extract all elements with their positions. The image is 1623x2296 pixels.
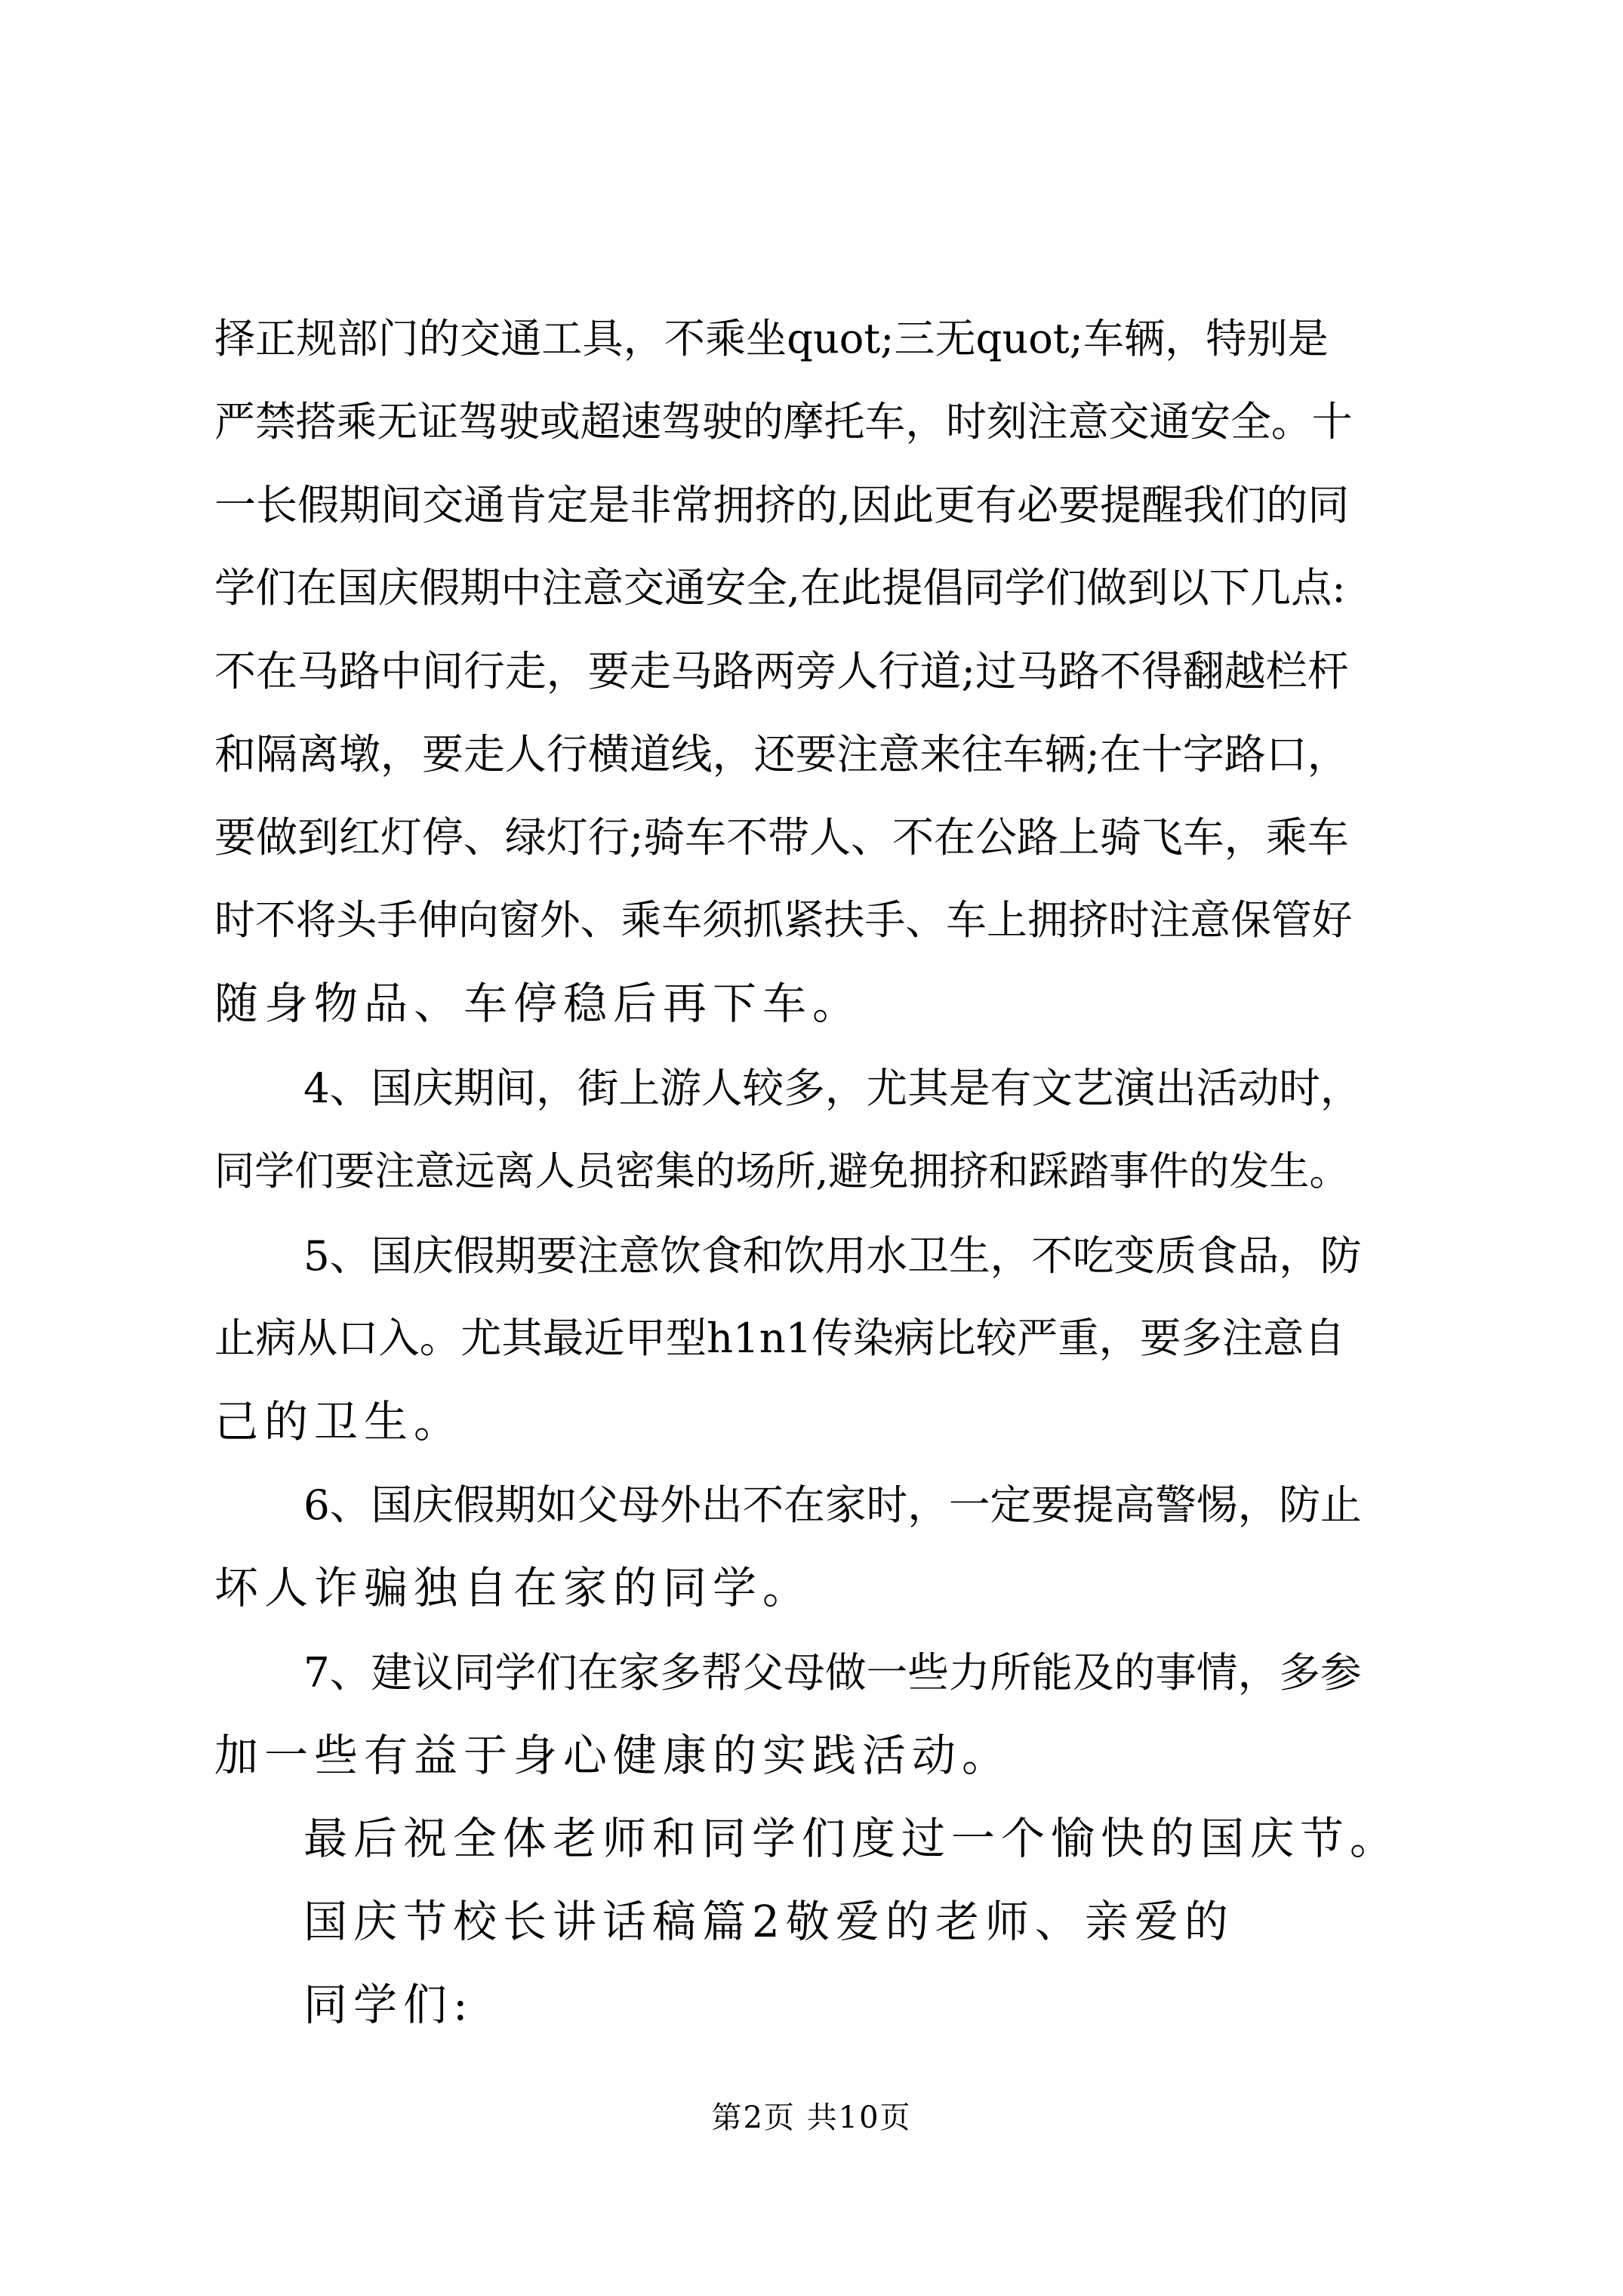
- text-line-1: 择正规部门的交通工具，不乘坐quot;三无quot;车辆，特别是: [214, 315, 1329, 362]
- text-line-20: 国庆节校长讲话稿篇2敬爱的老师、亲爱的: [303, 1896, 1234, 1947]
- text-line-18: 加一些有益于身心健康的实践活动。: [214, 1730, 1012, 1781]
- text-line-13: 止病从口入。尤其最近甲型h1n1传染病比较严重，要多注意自: [214, 1314, 1345, 1362]
- text-line-21: 同学们:: [303, 1979, 474, 2030]
- text-line-2: 严禁搭乘无证驾驶或超速驾驶的摩托车，时刻注意交通安全。十: [214, 398, 1353, 445]
- text-line-3: 一长假期间交通肯定是非常拥挤的,因此更有必要提醒我们的同: [214, 481, 1350, 529]
- text-line-8: 时不将头手伸向窗外、乘车须抓紧扶手、车上拥挤时注意保管好: [214, 896, 1353, 944]
- text-line-15: 6、国庆假期如父母外出不在家时，一定要提高警惕，防止: [303, 1481, 1362, 1529]
- text-line-12: 5、国庆假期要注意饮食和饮用水卫生，不吃变质食品，防: [303, 1231, 1362, 1280]
- text-line-7: 要做到红灯停、绿灯行;骑车不带人、不在公路上骑飞车，乘车: [214, 813, 1349, 861]
- text-line-14: 己的卫生。: [214, 1396, 464, 1447]
- text-line-11: 同学们要注意远离人员密集的场所,避免拥挤和踩踏事件的发生。: [214, 1148, 1350, 1194]
- text-line-10: 4、国庆期间，街上游人较多，尤其是有文艺演出活动时，: [303, 1064, 1362, 1112]
- text-line-4: 学们在国庆假期中注意交通安全,在此提倡同学们做到以下几点:: [214, 564, 1346, 612]
- text-line-6: 和隔离墩，要走人行横道线，还要注意来往车辆;在十字路口，: [214, 730, 1349, 778]
- text-line-5: 不在马路中间行走，要走马路两旁人行道;过马路不得翻越栏杆: [214, 647, 1349, 695]
- page-number-footer: 第2页 共10页: [711, 2100, 912, 2135]
- text-line-16: 坏人诈骗独自在家的同学。: [214, 1562, 813, 1613]
- text-line-9: 随身物品、车停稳后再下车。: [214, 978, 863, 1029]
- text-line-17: 7、建议同学们在家多帮父母做一些力所能及的事情，多参: [303, 1648, 1362, 1697]
- text-line-19: 最后祝全体老师和同学们度过一个愉快的国庆节。: [303, 1813, 1400, 1864]
